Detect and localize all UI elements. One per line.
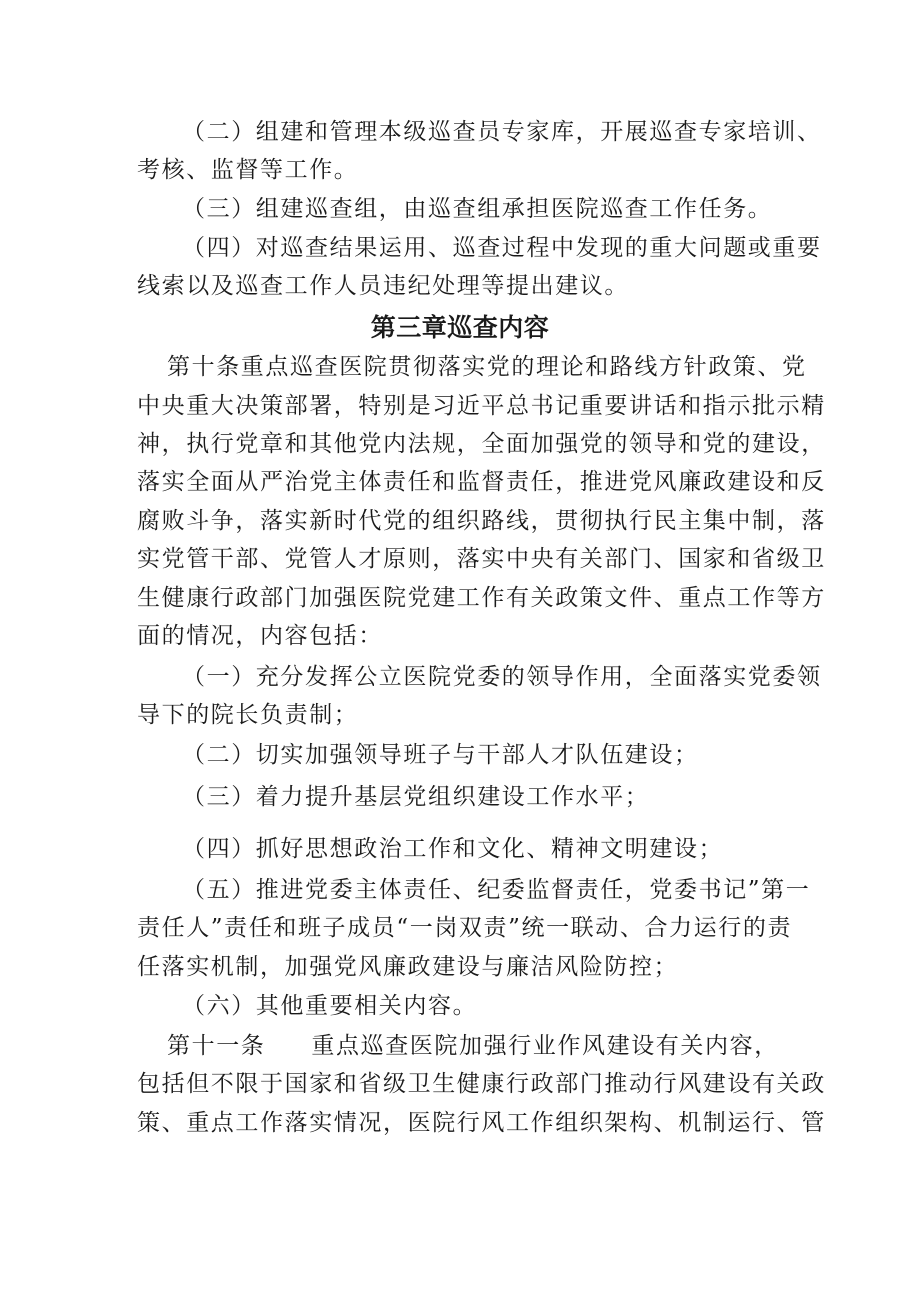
article-eleven-first-line-rest: 重点巡查医院加强行业作风建设有关内容， bbox=[311, 1033, 779, 1059]
article-ten-item-five-line-2: 责任人”责任和班子成员“一岗双责”统一联动、合力运行的责 bbox=[137, 915, 793, 941]
article-ten-item-six: （六）其他重要相关内容。 bbox=[182, 993, 478, 1019]
article-ten-item-two: （二）切实加强领导班子与干部人才队伍建设； bbox=[182, 742, 699, 768]
article-ten-line-6: 实党管干部、党管人才原则，落实中央有关部门、国家和省级卫 bbox=[137, 546, 826, 572]
article-ten-line-5: 腐败斗争，落实新时代党的组织路线，贯彻执行民主集中制，落 bbox=[137, 508, 826, 534]
article-ten-line-1: 第十条重点巡查医院贯彻落实党的理论和路线方针政策、党 bbox=[167, 354, 807, 380]
article-ten-item-three: （三）着力提升基层党组织建设工作水平； bbox=[182, 784, 650, 810]
item-three-line-1: （三）组建巡查组，由巡查组承担医院巡查工作任务。 bbox=[182, 196, 773, 222]
article-eleven-line-1 bbox=[167, 1031, 779, 1061]
item-four-line-2: 线索以及巡查工作人员违纪处理等提出建议。 bbox=[137, 273, 629, 299]
article-eleven-line-2: 包括但不限于国家和省级卫生健康行政部门推动行风建设有关政 bbox=[137, 1071, 826, 1097]
article-ten-line-7: 生健康行政部门加强医院党建工作有关政策文件、重点工作等方 bbox=[137, 585, 826, 611]
article-ten-item-five-line-3: 任落实机制，加强党风廉政建设与廉洁风险防控； bbox=[137, 954, 679, 980]
article-ten-item-five-line-1: （五）推进党委主体责任、纪委监督责任，党委书记”第一 bbox=[182, 877, 811, 903]
item-four-line-1: （四）对巡查结果运用、巡查过程中发现的重大问题或重要 bbox=[182, 235, 822, 261]
article-eleven-line-3: 策、重点工作落实情况，医院行风工作组织架构、机制运行、管 bbox=[137, 1110, 826, 1136]
chapter-heading: 第三章巡查内容 bbox=[370, 313, 550, 342]
article-ten-line-4: 落实全面从严治党主体责任和监督责任，推进党风廉政建设和反 bbox=[137, 469, 826, 495]
item-two-line-1: （二）组建和管理本级巡查员专家库，开展巡查专家培训、 bbox=[182, 119, 822, 145]
article-ten-line-3: 神，执行党章和其他党内法规，全面加强党的领导和党的建设， bbox=[137, 431, 826, 457]
article-eleven-label: 第十一条 bbox=[167, 1033, 266, 1059]
article-ten-line-2: 中央重大决策部署，特别是习近平总书记重要讲话和指示批示精 bbox=[137, 393, 826, 419]
article-ten-item-four: （四）抓好思想政治工作和文化、精神文明建设； bbox=[182, 836, 724, 862]
article-ten-item-one-line-2: 导下的院长负责制； bbox=[137, 702, 359, 728]
article-ten-line-8: 面的情况，内容包括： bbox=[137, 623, 383, 649]
article-ten-item-one-line-1: （一）充分发挥公立医院党委的领导作用，全面落实党委领 bbox=[182, 664, 822, 690]
item-two-line-2: 考核、监督等工作。 bbox=[137, 157, 359, 183]
